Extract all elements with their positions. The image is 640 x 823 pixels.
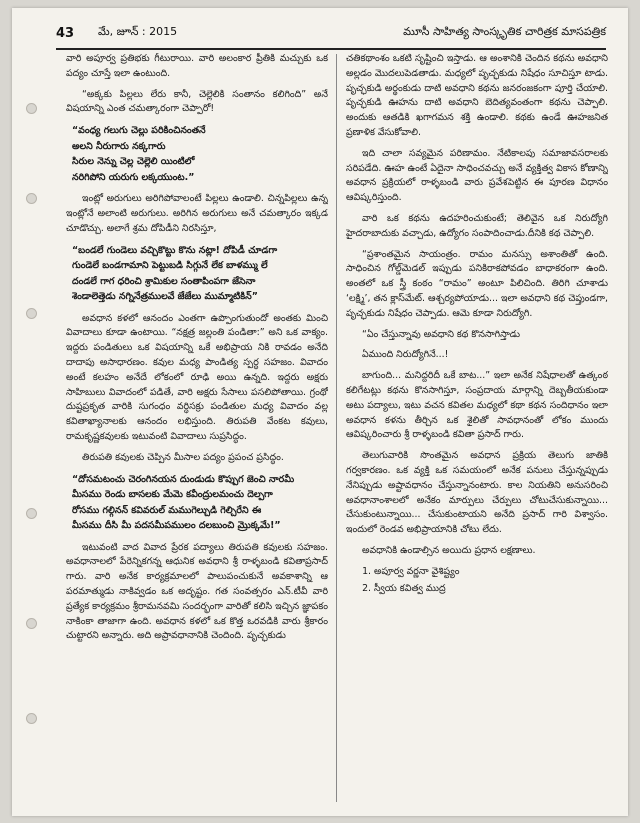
poem-line: దండలే గాగ ధరించి శ్రామికుల సంతాపింపగా జేసెనా <box>72 275 256 287</box>
paragraph: వారి అపూర్వ ప్రతిభకు గీటురాయి. వారి అలంకార ప్రీతికి మచ్చుకు ఒక పద్యం చూస్తే ఇలా ఉంటుంది. <box>66 53 328 79</box>
binding-holes <box>22 8 52 816</box>
poem-line: రోసము గల్గినన్ కవివరుల్ మముగెల్చుడి గెల్చిరేని ఈ <box>72 504 262 516</box>
list-item: 1. అపూర్వ వర్ణనా వైశిష్ట్యం <box>374 565 608 580</box>
list-item: 2. స్వీయ కవిత్వ ముద్ర <box>374 582 608 597</box>
magazine-page <box>12 8 628 816</box>
poem-line: మీసము రెండు బాసలకు మేమె కవీంద్రులమంచు దెల్పగా <box>72 489 273 501</box>
paragraph: “ప్రశాంతమైన సాయంత్రం. రామం మనస్సు అశాంతితో ఉంది. సాధించిన గోల్డ్‌మెడల్ ఇప్పుడు పనికిరాకపోవడం బాధాకరంగా ఉంది. అంతలో ఒక స్త్రీ కంఠం “రామం” అంటూ పిలిచింది. తిరిగి చూశాడు ‘లక్ష్మి’, తన క్లాస్‌మేట్. ఆశ్చర్యపోయాడు... ఇలా అవధాని కథ చెప్తుండగా, పృచ్ఛకుడు నిషేధం చెప్పాడు. ఆమె కూడా నిరుద్యోగి. <box>346 248 608 319</box>
poem-line: నరిగిపోని యరుగు లక్కయుంట.” <box>72 171 195 183</box>
page-number: 43 <box>56 25 75 41</box>
poem-block <box>72 243 328 305</box>
paragraph: ఏముంది నిరుద్యోగినే...! <box>362 349 449 361</box>
paragraph: చతికథాంశం ఒకటి సృష్టించి ఇస్తాడు. ఆ అంశానికి చెందిన కథను అవధాని అల్లడం మొదలుపెడతాడు. మధ్యలో పృచ్ఛకుడు నిషేధం సూచిస్తూ టాడు. పృచ్ఛకుడి అర్థంకుడు దాటి అవధాని కథను జనరంజకంగా పూర్తి చేయాలి. పృచ్ఛకుడి ఊహను దాటి అవధాని బెదిత్యవంతంగా కథను చెప్పాలి. అందుకు ఆతడికి ఖగాగమన శక్తి ఉండాలి. కథకు ఉండే ఊహజనిత ప్రణాళిక వేసుకోవాలి. <box>346 53 608 138</box>
paragraph: తెలుగువారికి సొంతమైన అవధాన ప్రక్రియ తెలుగు జాతికి గర్వకారణం. ఒక వ్యక్తి ఒక సమయంలో అనేక పనులు చేస్తున్నప్పుడు నేనిప్పుడు అష్టావధానం చేస్తున్నానంటారు. కాల నియతిని అనుసరించి అవధానాంశాలలో అనేకం మార్పులు చేర్పులు చోటుచేసుకున్నాయి... చేసుకుంటున్నాయి... చేసుకుంటాయని అనేది ప్రసాద్ గారి విశ్వాసం. ఇందులో రెండవ అభిప్రాయానికి చోటు లేదు. <box>346 450 608 536</box>
poem-line: అలని నీరుగారు నక్కగారు <box>72 140 166 152</box>
magazine-title: మూసీ సాహిత్య సాంస్కృతిక చారిత్రక మాసపత్రిక <box>403 25 606 38</box>
poem-line: శెండాలెత్తెడు నగ్నినేత్రములవే జేజేలు ముమ్మాటికిన్” <box>72 291 258 303</box>
paragraph: ఇది చాలా సవ్యమైన పరిణామం. నేటికాలపు సమాజావసరాలకు సరిపడేది. ఊహ ఉంటే ఏదైనా సాధించవచ్చు అనే వ్యక్తిత్వ వికాస కోణాన్ని అవధాన ప్రక్రియలో రాళ్ళబండి వారు ప్రవేశపెట్టిన ఈ పూరణ విధానం ఆవిష్కరిస్తుంది. <box>346 147 608 204</box>
left-column <box>66 52 328 802</box>
paragraph: తిరుపతి కవులకు చెప్పిన మీసాల పద్యం ప్రపంచ ప్రసిద్ధం. <box>82 451 284 463</box>
paragraph: బాగుంది... మనిద్దరిదీ ఒకే బాట...” ఇలా అనేక నిషేధాలతో ఉత్కంఠ కలిగేటట్లు కథను కొనసాగిస్తూ, సంప్రదాయ మార్గాన్ని దెబ్బతీయకుండా అటు పద్యాలు, ఇటు వచన కవితల మధ్యలో కథా కథన సందిధానం ఇలా అవధాన కళను తీర్చిన ఒక శైలితో సావధానంతో లోకం ముందు ఆవిష్కరించారు శ్రీ రాళ్ళబండి కవితా ప్రసాద్ గారు. <box>346 370 608 441</box>
right-column <box>346 52 608 802</box>
paragraph: “అక్కకు పిల్లలు లేరు కానీ, చెల్లెలికి సంతానం కలిగింది” అనే విషయాన్ని ఎంత చమత్కారంగా చెప్పారో! <box>66 88 328 115</box>
binding-hole <box>26 308 37 319</box>
binding-hole <box>26 713 37 724</box>
paragraph: అవధానికి ఉండాల్సిన అయిదు ప్రధాన లక్షణాలు. <box>362 544 536 556</box>
poem-line: “బండలే గుండెలు వచ్చికొట్టు కొను నట్లా! దోపిడీ చూడగా <box>72 244 278 256</box>
poem-line: “వంధ్య గలుగు చెల్లు పరికించినంతనే <box>72 125 206 137</box>
issue-date: మే, జూన్ : 2015 <box>98 25 178 38</box>
poem-line: మీసము దీసి మీ పదసమీపములం దలబుంచి మ్రొక్కమే!” <box>72 520 281 532</box>
binding-hole <box>26 193 37 204</box>
paragraph: వారి ఒక కథను ఉదహరించుకుంటే; తెలివైన ఒక నిరుద్యోగి హైదరాబాదుకు వచ్చాడు, ఉద్యోగం సంపాదించాడు.దీనికి కథ చెప్పాలి. <box>346 212 608 239</box>
poem-block <box>72 472 328 534</box>
feature-list <box>360 565 608 597</box>
paragraph: ఇంట్లో అరుగులు అరిగిపోవాలంటే పిల్లలు ఉండాలి. చిన్నపిల్లలు ఉన్న ఇంట్లోనే అలాంటి అరుగులు. అరిగిన అరుగులు అనే చమత్కారం ఇక్కడ చూడొచ్చు. అలాగే శ్రమ దోపిడీని నిరసిస్తూ, <box>66 193 328 234</box>
page-header <box>56 18 606 50</box>
paragraph: “ఏం చేస్తున్నావు అవధాని కథ కొనసాగిస్తాడు <box>362 328 520 340</box>
binding-hole <box>26 508 37 519</box>
binding-hole <box>26 103 37 114</box>
binding-hole <box>26 618 37 629</box>
poem-line: “దోసమటంచు చెరంగినయన దుండుడు కొప్పుగ జెంచి నారమీ <box>72 473 295 485</box>
poem-line: సిరుల నెన్ను చెల్ల చెల్లెలి యింటిలో <box>72 156 195 168</box>
column-divider <box>336 54 337 802</box>
paragraph: అవధాన కళలో ఆనందం ఎంతగా ఉప్పొంగుతుందో అంతకు మించి వివాదాలు కూడా ఉంటాయి. “నక్షత్ర జల్లంతి పండితా:” అని ఒక వాక్యం. ఇద్దరు పండితులు ఒక విషయాన్ని ఒకే అభిప్రాయ నికి రావడం అనేది దాదాపు అసాధారణం. కవుల మధ్య పాండిత్య స్పర్ధ సహజం. వివాదం అంటే కలహం అనేదే లోకంలో రూఢి అయి ఉన్నది. ఇద్దరు అక్షరు సాహిబులు వివాదంలో పడితే, వారి అక్షరు సేసాలు పసలిపోతాయి. గ్రంథో దుష్టప్రకృత వారికి సుగంధం వర్ధిసక్రు పండితుల మధ్య వివాదం వల్ల కవితాఖ్యానాలకు ఆనందం లభిస్తుంది. తిరుపతి వేంకట కవులు, రామకృష్ణకవులకు ఇటువంటి వివాదాలు సుప్రసిద్ధం. <box>66 312 328 442</box>
paragraph: ఇటువంటి వాద వివాద ప్రేరక పద్యాలు తిరుపతి కవులకు సహజం. అవధానాలలో పేరెన్నికగన్న ఆధునిక అవధాని శ్రీ రాళ్ళబండి కవితాప్రసాద్ గారు. వారి అనేక కార్యక్రమాలలో పాలుపంచుకునే అవకాశాన్ని ఆ పరమాత్ముడు నాకివ్వడం ఒక అదృష్టం. గత సంవత్సరం ఎన్.టీవీ వారి ప్రత్యేక కార్యక్రమం శ్రీరామనవమి సందర్భంగా వారితో కలిసి ఇచ్చిన జ్ఞాపకం నాకింకా తాజాగా ఉంది. అవధాన కళలో ఒక కొత్త ఒరవడికి వారు శ్రీకారం చుట్టారని అన్నారు. అది అప్రావధానానికి చెందింది. పృచ్ఛకుడు <box>66 541 328 642</box>
poem-line: గుండెలే బండగామాని పెట్టుబడి సిగ్గునే లేక బాళమ్ము లే <box>72 260 268 272</box>
poem-block <box>72 123 328 185</box>
